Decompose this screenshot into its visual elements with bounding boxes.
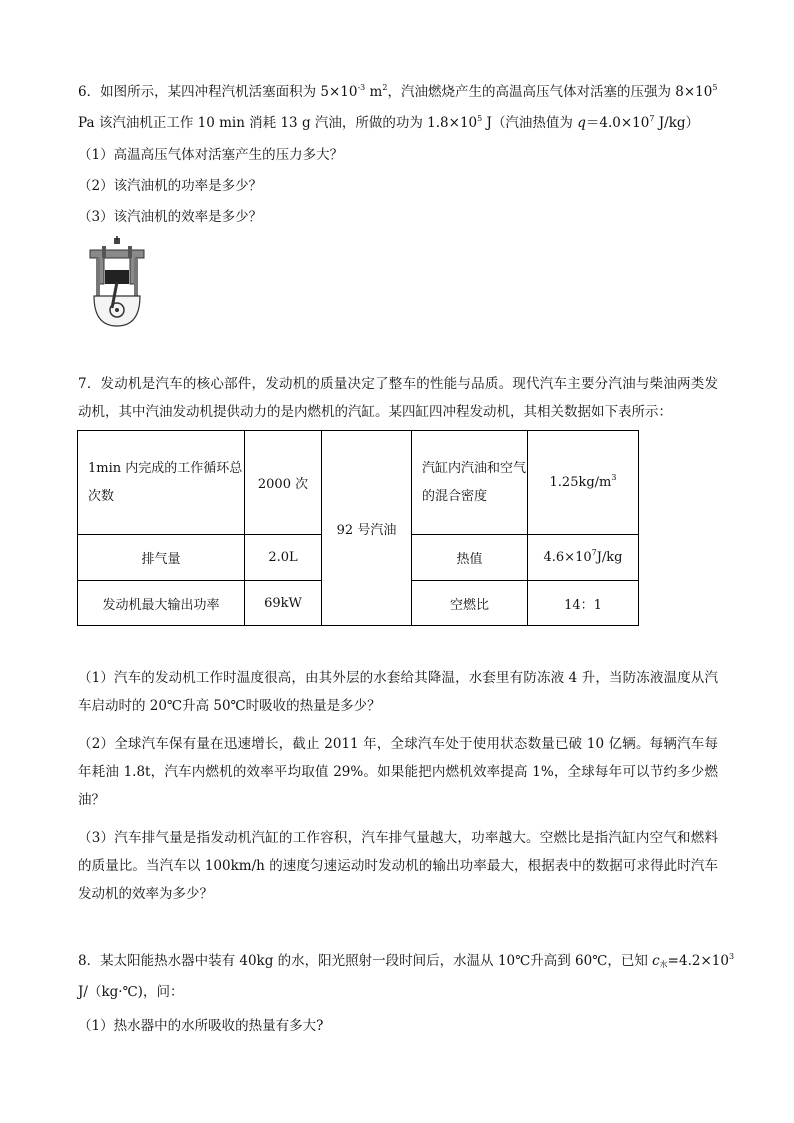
table-cell: $1.25kg/m^3$ [528, 431, 639, 535]
q7-sub1: （1）汽车的发动机工作时温度很高，由其外层的水套给其降温，水套里有防冻液 4 升，当防冻液温度从汽车启动时的 20℃升高 50℃时吸收的热量是多少？ [78, 670, 718, 714]
q8-line1: 8．某太阳能热水器中装有 40kg 的水，阳光照射一段时间后，水温从 10℃升高到 60℃，已知 $c_水=4.2\times 10^3$ [78, 952, 735, 969]
table-cell: 69kW [245, 581, 322, 626]
table-cell: $4.6\times 10^7J/kg$ [528, 535, 639, 581]
table-cell: 空燃比 [412, 581, 528, 626]
valve-left [102, 246, 106, 258]
table-cell: 1min 内完成的工作循环总次数 [78, 431, 245, 535]
q6-sub1: （1）高温高压气体对活塞产生的压力多大？ [78, 147, 344, 163]
table-cell: 发动机最大输出功率 [78, 581, 245, 626]
table-row [78, 431, 639, 535]
table-cell: 14：1 [528, 581, 639, 626]
table-cell: 热值 [412, 535, 528, 581]
q6-line1: 6．如图所示，某四冲程汽机活塞面积为 $5\times 10^{-3}$ $m^2$，汽油燃烧产生的高温高压气体对活塞的压强为 $8\times 10^5$ [78, 83, 718, 100]
q7-sub2: （2）全球汽车保有量在迅速增长，截止 2011 年，全球汽车处于使用状态数量已破 10 亿辆。每辆汽车每年耗油 1.8t，汽车内燃机的效率平均取值 29%。如果能把内燃机效率提高 1%，全球每年可以节约多少燃油？ [78, 736, 718, 808]
engine-spec-table [77, 430, 639, 626]
q7-sub3: （3）汽车排气量是指发动机汽缸的工作容积，汽车排气量越大，功率越大。空燃比是指汽缸内空气和燃料的质量比。当汽车以 100km/h 的速度匀速运动时发动机的输出功率最大，根据表中的数据可求得此时汽车发动机的效率为多少？ [78, 830, 718, 902]
q6-line2: Pa 该汽油机正工作 10 min 消耗 13 g 汽油，所做的功为 $1.8\times 10^5$ J（汽油热值为 $q=4.0\times 10^7$ J/kg） [78, 114, 700, 131]
table-cell: 2.0L [245, 535, 322, 581]
table-cell: 2000 次 [245, 431, 322, 535]
q6-sub2: （2）该汽油机的功率是多少？ [78, 178, 263, 194]
q8-sub1: （1）热水器中的水所吸收的热量有多大? [78, 1018, 324, 1034]
table-cell-fuel: 92 号汽油 [322, 431, 412, 626]
q6-sub3: （3）该汽油机的效率是多少？ [78, 209, 263, 225]
table-cell: 汽缸内汽油和空气的混合密度 [412, 431, 528, 535]
engine-cylinder-figure [84, 236, 150, 332]
table-cell: 排气量 [78, 535, 245, 581]
q7-intro: 7．发动机是汽车的核心部件，发动机的质量决定了整车的性能与品质。现代汽车主要分汽油与柴油两类发动机，其中汽油发动机提供动力的是内燃机的汽缸。某四缸四冲程发动机，其相关数据如下表所示： [78, 376, 718, 420]
valve-right [128, 246, 132, 258]
q8-line2: J/（kg·℃)，问： [78, 984, 184, 1000]
piston [105, 270, 129, 284]
